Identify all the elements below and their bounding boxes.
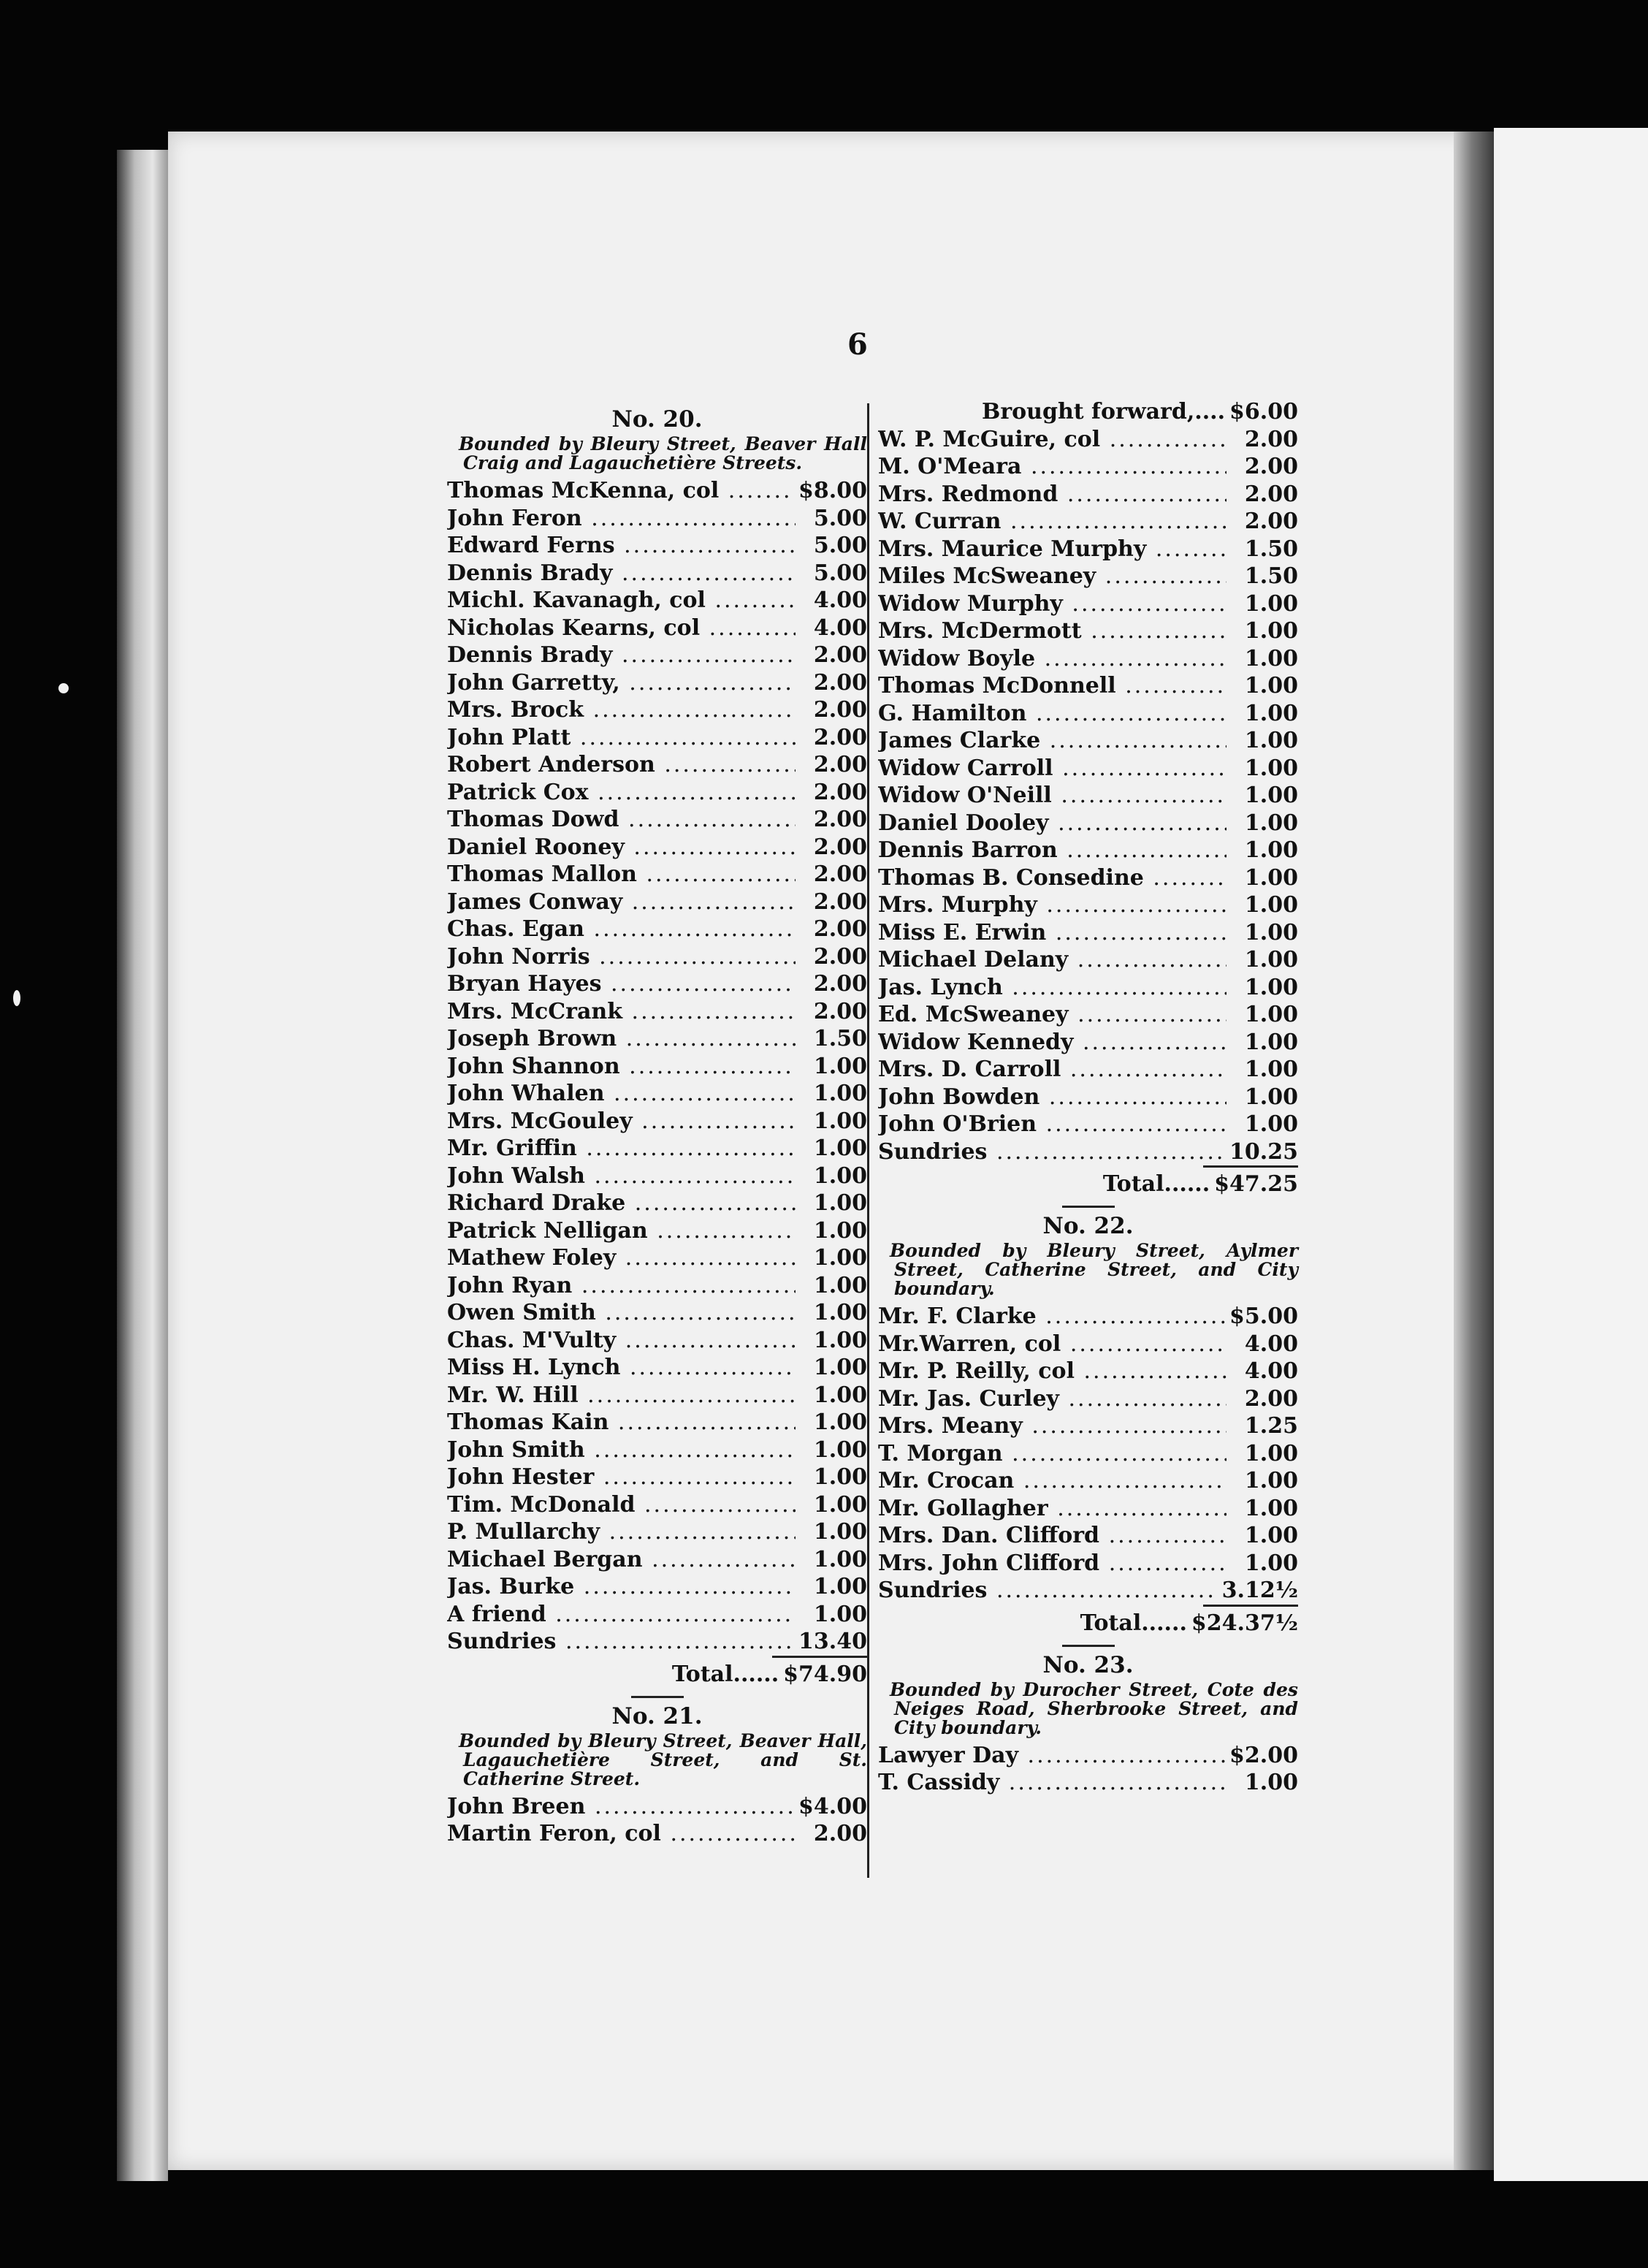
subscriber-amount: 2.00 xyxy=(813,697,867,723)
subscriber-amount: 1.00 xyxy=(1244,755,1298,781)
subscriber-amount: 1.50 xyxy=(813,1026,867,1051)
subscriber-row xyxy=(878,700,1298,728)
subscriber-amount: 1.00 xyxy=(1244,700,1298,726)
subscriber-name: Thomas McDonnell ..... xyxy=(878,672,1227,700)
subscriber-name: Mrs. Redmond ..... xyxy=(878,481,1227,509)
subscriber-amount: 1.00 xyxy=(1244,1468,1298,1493)
subscriber-row xyxy=(878,891,1298,919)
subscriber-name: Mr. W. Hill ..... xyxy=(447,1382,796,1409)
subscriber-row xyxy=(447,1601,867,1629)
subscriber-name: John Whalen ..... xyxy=(447,1080,796,1108)
subscriber-name: Dennis Barron ..... xyxy=(878,837,1227,864)
section-description-no-22: Bounded by Bleury Street, Aylmer Street, Catherine Street, and City boundary. xyxy=(890,1240,1298,1299)
subscriber-amount: 1.00 xyxy=(813,1382,867,1408)
subscriber-row xyxy=(447,1025,867,1053)
subscriber-name: Thomas Kain ..... xyxy=(447,1409,796,1436)
subscriber-name: Thomas McKenna, col ..... xyxy=(447,477,794,505)
subscriber-amount: 5.00 xyxy=(813,533,867,558)
subscriber-row xyxy=(447,1491,867,1519)
total-amount: $24.37½ xyxy=(1191,1610,1298,1636)
subscriber-name: Sundries ..... xyxy=(878,1577,1218,1605)
subscriber-row xyxy=(878,1495,1298,1523)
subscriber-amount: 2.00 xyxy=(1244,481,1298,507)
subscriber-amount: 1.00 xyxy=(1244,728,1298,753)
subscriber-amount: 1.00 xyxy=(1244,1029,1298,1055)
subscriber-amount: 2.00 xyxy=(813,669,867,696)
subscriber-row xyxy=(447,1546,867,1574)
subscriber-amount: 1.00 xyxy=(813,1081,867,1106)
subscriber-amount: 2.00 xyxy=(813,642,867,668)
subscriber-amount: 1.00 xyxy=(1244,1084,1298,1110)
subscriber-name: John Walsh ..... xyxy=(447,1162,796,1190)
subscriber-row xyxy=(878,481,1298,509)
speck-mark xyxy=(58,683,69,693)
subscriber-row xyxy=(878,617,1298,645)
subscriber-name: Daniel Dooley ..... xyxy=(878,810,1227,837)
subscriber-name: Richard Drake ..... xyxy=(447,1190,796,1217)
subscriber-row xyxy=(447,1464,867,1491)
subscriber-row xyxy=(447,1080,867,1108)
subscriber-amount: 4.00 xyxy=(813,614,867,641)
subscriber-row xyxy=(878,1440,1298,1468)
subscriber-amount: 1.00 xyxy=(813,1519,867,1545)
subscriber-amount: 2.00 xyxy=(813,971,867,997)
total-amount: $47.25 xyxy=(1214,1171,1298,1197)
subscriber-name: James Conway ..... xyxy=(447,888,796,916)
subscriber-name: John Hester ..... xyxy=(447,1464,796,1491)
section-title-no-23: No. 23. xyxy=(1042,1651,1134,1678)
total-label: Total...... xyxy=(671,1661,779,1687)
subscriber-amount: 2.00 xyxy=(813,861,867,887)
subscriber-amount: 1.00 xyxy=(813,1546,867,1572)
subscriber-amount: 1.00 xyxy=(1244,974,1298,1000)
subscriber-amount: $5.00 xyxy=(1229,1304,1298,1329)
subscriber-row xyxy=(878,672,1298,700)
subscriber-row xyxy=(447,505,867,533)
section-title-no-21: No. 21. xyxy=(611,1702,703,1729)
subscriber-name: Mr. Gollagher ..... xyxy=(878,1495,1227,1523)
subscriber-name: Miles McSweaney ..... xyxy=(878,563,1227,590)
subscriber-row xyxy=(878,1331,1298,1358)
subscriber-amount: 2.00 xyxy=(813,1821,867,1846)
subscriber-name: T. Cassidy ..... xyxy=(878,1769,1227,1797)
subscriber-row xyxy=(447,1244,867,1272)
subscriber-row xyxy=(878,1084,1298,1111)
section-description-no-21: Bounded by Bleury Street, Beaver Hall, Lagauchetière Street, and St. Catherine Street. xyxy=(459,1729,867,1789)
subscriber-amount: 1.00 xyxy=(813,1135,867,1161)
subscriber-amount: 2.00 xyxy=(813,998,867,1024)
subscriber-name: Thomas Mallon ..... xyxy=(447,861,796,888)
subscriber-row xyxy=(447,1820,867,1848)
subscriber-amount: 2.00 xyxy=(813,943,867,970)
subscriber-name: Joseph Brown ..... xyxy=(447,1025,796,1053)
subscriber-name: Sundries ..... xyxy=(447,1628,794,1656)
subscriber-row xyxy=(447,1628,867,1656)
subscriber-amount: 1.00 xyxy=(1244,1550,1298,1576)
subscriber-name: Jas. Burke ..... xyxy=(447,1573,796,1601)
subscriber-amount: 2.00 xyxy=(813,752,867,777)
subscriber-amount: 2.00 xyxy=(1244,454,1298,479)
subscriber-amount: 1.00 xyxy=(1244,783,1298,808)
subscriber-row xyxy=(447,587,867,614)
subscriber-amount: 4.00 xyxy=(813,587,867,613)
subscriber-row xyxy=(447,970,867,998)
section-description-no-23: Bounded by Durocher Street, Cote des Neiges Road, Sherbrooke Street, and City boundary. xyxy=(890,1678,1298,1738)
subscriber-amount: 1.00 xyxy=(1244,1111,1298,1137)
subscriber-name: Mrs. McDermott ..... xyxy=(878,617,1227,645)
subscriber-name: Mr.Warren, col ..... xyxy=(878,1331,1227,1358)
subscriber-amount: 1.00 xyxy=(813,1108,867,1134)
subscriber-list-no-21 xyxy=(447,1793,867,1848)
subscriber-row xyxy=(447,861,867,888)
subscriber-name: Tim. McDonald ..... xyxy=(447,1491,796,1519)
subscriber-name: Jas. Lynch ..... xyxy=(878,974,1227,1002)
subscriber-name: Mr. Crocan ..... xyxy=(878,1467,1227,1495)
page-number: 6 xyxy=(847,327,868,362)
subscriber-amount: 5.00 xyxy=(813,560,867,586)
subscriber-row xyxy=(878,1550,1298,1578)
subscriber-amount: 2.00 xyxy=(1244,1385,1298,1412)
subscriber-name: Mr. Griffin ..... xyxy=(447,1135,796,1162)
subscriber-row xyxy=(447,1272,867,1300)
subscriber-name: John Ryan ..... xyxy=(447,1272,796,1300)
subscriber-row xyxy=(447,1327,867,1355)
subscriber-amount: 1.00 xyxy=(813,1053,867,1079)
subscriber-row xyxy=(878,1358,1298,1385)
subscriber-amount: 2.00 xyxy=(1244,426,1298,452)
subscriber-amount: $8.00 xyxy=(798,478,867,503)
subscriber-row xyxy=(878,755,1298,783)
subscriber-row xyxy=(878,453,1298,481)
subscriber-amount: 1.00 xyxy=(813,1436,867,1463)
subscriber-row xyxy=(878,508,1298,536)
subscriber-amount: 2.00 xyxy=(1244,509,1298,534)
subscriber-row xyxy=(878,1056,1298,1084)
subscriber-amount: 4.00 xyxy=(1244,1358,1298,1384)
subscriber-row xyxy=(447,532,867,560)
total-label: Total...... xyxy=(1080,1610,1187,1636)
subscriber-row xyxy=(447,751,867,779)
total-row-no-22 xyxy=(878,1607,1298,1640)
subscriber-row xyxy=(878,1303,1298,1331)
subscriber-row xyxy=(447,888,867,916)
subscriber-amount: 1.00 xyxy=(813,1272,867,1298)
subscriber-amount: 1.00 xyxy=(813,1409,867,1435)
subscriber-row xyxy=(447,806,867,834)
subscriber-name: Ed. McSweaney ..... xyxy=(878,1001,1227,1029)
subscriber-amount: 1.00 xyxy=(813,1601,867,1627)
subscriber-row xyxy=(447,696,867,724)
subscriber-row xyxy=(878,1138,1298,1166)
subscriber-name: Widow Carroll ..... xyxy=(878,755,1227,783)
subscriber-name: W. Curran ..... xyxy=(878,508,1227,536)
subscriber-amount: 1.00 xyxy=(1244,919,1298,945)
subscriber-name: John O'Brien ..... xyxy=(878,1111,1227,1138)
subscriber-name: Mrs. Maurice Murphy ..... xyxy=(878,536,1227,563)
subscriber-amount: 2.00 xyxy=(813,834,867,860)
subscriber-row xyxy=(447,1354,867,1382)
subscriber-amount: 2.00 xyxy=(813,779,867,805)
subscriber-row xyxy=(447,1382,867,1409)
subscriber-name: Patrick Nelligan ..... xyxy=(447,1217,796,1245)
subscriber-row xyxy=(878,1769,1298,1797)
subscriber-name: Chas. Egan ..... xyxy=(447,916,796,943)
subscriber-row xyxy=(878,864,1298,892)
subscriber-row xyxy=(878,590,1298,618)
right-column xyxy=(878,398,1298,1797)
subscriber-row xyxy=(447,1409,867,1436)
subscriber-name: John Bowden ..... xyxy=(878,1084,1227,1111)
subscriber-name: John Smith ..... xyxy=(447,1436,796,1464)
subscriber-row xyxy=(447,669,867,697)
brought-forward-label: Brought forward,.... xyxy=(981,399,1226,425)
total-row-no-20 xyxy=(447,1658,867,1692)
section-title-no-20: No. 20. xyxy=(611,406,703,433)
subscriber-name: Dennis Brady ..... xyxy=(447,560,796,587)
subscriber-row xyxy=(447,1162,867,1190)
subscriber-amount: 2.00 xyxy=(813,888,867,915)
subscriber-amount: 1.00 xyxy=(1244,590,1298,617)
subscriber-row xyxy=(878,727,1298,755)
subscriber-amount: 1.00 xyxy=(1244,1495,1298,1521)
subscriber-name: Mrs. Brock ..... xyxy=(447,696,796,724)
subscriber-amount: 1.00 xyxy=(813,1217,867,1244)
subscriber-name: Mrs. Dan. Clifford ..... xyxy=(878,1522,1227,1550)
section-separator-rule xyxy=(631,1696,684,1698)
subscriber-row xyxy=(878,536,1298,563)
subscriber-row xyxy=(878,782,1298,810)
section-separator-rule xyxy=(1062,1645,1115,1647)
subscriber-name: Mrs. John Clifford ..... xyxy=(878,1550,1227,1578)
subscriber-name: Mr. P. Reilly, col ..... xyxy=(878,1358,1227,1385)
subscriber-name: Mr. Jas. Curley ..... xyxy=(878,1385,1227,1413)
subscriber-name: John Breen ..... xyxy=(447,1793,794,1821)
subscriber-row xyxy=(878,1522,1298,1550)
subscriber-row xyxy=(878,426,1298,454)
subscriber-name: Martin Feron, col ..... xyxy=(447,1820,796,1848)
subscriber-name: Owen Smith ..... xyxy=(447,1299,796,1327)
subscriber-name: Mr. F. Clarke ..... xyxy=(878,1303,1225,1331)
subscriber-row xyxy=(447,779,867,807)
subscriber-name: Widow Boyle ..... xyxy=(878,645,1227,673)
subscriber-amount: 1.00 xyxy=(813,1355,867,1380)
subscriber-amount: 1.00 xyxy=(813,1245,867,1271)
subscriber-name: John Platt ..... xyxy=(447,724,796,752)
subscriber-name: Chas. M'Vulty ..... xyxy=(447,1327,796,1355)
subscriber-name: Michael Delany ..... xyxy=(878,946,1227,974)
subscriber-name: Widow Kennedy ..... xyxy=(878,1029,1227,1057)
subscriber-row xyxy=(878,1742,1298,1770)
subscriber-name: James Clarke ..... xyxy=(878,727,1227,755)
subscriber-name: Mrs. D. Carroll ..... xyxy=(878,1056,1227,1084)
subscriber-amount: 1.00 xyxy=(1244,645,1298,671)
subscriber-row xyxy=(447,1436,867,1464)
section-separator-rule xyxy=(1062,1206,1115,1208)
subscriber-amount: 3.12½ xyxy=(1221,1578,1298,1603)
subscriber-name: P. Mullarchy ..... xyxy=(447,1518,796,1546)
subscriber-amount: 1.00 xyxy=(813,1327,867,1353)
section-description-no-20: Bounded by Bleury Street, Beaver Hall Craig and Lagauchetière Streets. xyxy=(459,433,867,473)
subscriber-list-no-22 xyxy=(878,1303,1298,1605)
subscriber-amount: 1.00 xyxy=(813,1491,867,1518)
subscriber-name: Sundries ..... xyxy=(878,1138,1225,1166)
subscriber-row xyxy=(447,916,867,943)
column-divider xyxy=(867,403,869,1878)
subscriber-name: Thomas Dowd ..... xyxy=(447,806,796,834)
subscriber-name: Robert Anderson ..... xyxy=(447,751,796,779)
subscriber-name: Mrs. McCrank ..... xyxy=(447,998,796,1026)
subscriber-row xyxy=(878,1577,1298,1605)
subscriber-row xyxy=(447,614,867,642)
subscriber-row xyxy=(447,1793,867,1821)
subscriber-name: Mathew Foley ..... xyxy=(447,1244,796,1272)
brought-forward-row xyxy=(878,398,1298,426)
subscriber-amount: 1.00 xyxy=(1244,1002,1298,1027)
facing-page xyxy=(1494,128,1648,2181)
subscriber-name: Thomas B. Consedine ..... xyxy=(878,864,1227,892)
subscriber-row xyxy=(447,642,867,669)
subscriber-row xyxy=(447,1217,867,1245)
subscriber-amount: 1.00 xyxy=(813,1162,867,1189)
subscriber-row xyxy=(878,919,1298,947)
section-title-no-22: No. 22. xyxy=(1042,1213,1134,1239)
subscriber-name: John Feron ..... xyxy=(447,505,796,533)
subscriber-amount: 1.50 xyxy=(1244,563,1298,589)
subscriber-row xyxy=(878,1029,1298,1057)
subscriber-name: Mrs. McGouley ..... xyxy=(447,1108,796,1135)
subscriber-row xyxy=(447,1135,867,1162)
subscriber-amount: 2.00 xyxy=(813,807,867,832)
subscriber-row xyxy=(447,1108,867,1135)
subscriber-name: John Shannon ..... xyxy=(447,1053,796,1081)
subscriber-amount: 1.00 xyxy=(1244,618,1298,644)
subscriber-amount: 1.00 xyxy=(1244,892,1298,918)
subscriber-name: Dennis Brady ..... xyxy=(447,642,796,669)
subscriber-row xyxy=(447,1573,867,1601)
subscriber-amount: 1.00 xyxy=(1244,1440,1298,1466)
subscriber-row xyxy=(878,974,1298,1002)
brought-forward-amount: $6.00 xyxy=(1229,399,1298,425)
subscriber-row xyxy=(447,1190,867,1217)
subscriber-list-no-20 xyxy=(447,477,867,1656)
subscriber-amount: 2.00 xyxy=(813,916,867,942)
total-amount: $74.90 xyxy=(783,1661,867,1687)
subscriber-name: W. P. McGuire, col ..... xyxy=(878,426,1227,454)
subscriber-name: John Norris ..... xyxy=(447,943,796,971)
subscriber-amount: $4.00 xyxy=(798,1793,867,1819)
subscriber-row xyxy=(878,837,1298,864)
subscriber-row xyxy=(878,1412,1298,1440)
subscriber-row xyxy=(878,1467,1298,1495)
total-row-continued xyxy=(878,1168,1298,1201)
subscriber-amount: 1.00 xyxy=(1244,837,1298,863)
subscriber-amount: 1.00 xyxy=(1244,1770,1298,1795)
subscriber-list-no-23 xyxy=(878,1742,1298,1797)
subscriber-amount: 1.00 xyxy=(813,1190,867,1216)
subscriber-row xyxy=(878,645,1298,673)
speck-mark xyxy=(13,990,20,1006)
subscriber-row xyxy=(878,1385,1298,1413)
subscriber-name: Patrick Cox ..... xyxy=(447,779,796,807)
subscriber-amount: 1.00 xyxy=(813,1574,867,1599)
subscriber-name: Miss H. Lynch ..... xyxy=(447,1354,796,1382)
subscriber-name: M. O'Meara ..... xyxy=(878,453,1227,481)
subscriber-name: G. Hamilton ..... xyxy=(878,700,1227,728)
subscriber-amount: 1.00 xyxy=(1244,810,1298,836)
subscriber-name: Mrs. Meany ..... xyxy=(878,1412,1227,1440)
total-label: Total...... xyxy=(1102,1171,1210,1197)
subscriber-name: Daniel Rooney ..... xyxy=(447,834,796,861)
book-spine xyxy=(1454,132,1494,2170)
subscriber-amount: 1.00 xyxy=(1244,1057,1298,1082)
subscriber-name: Miss E. Erwin ..... xyxy=(878,919,1227,947)
subscriber-name: Edward Ferns ..... xyxy=(447,532,796,560)
subscriber-name: Widow O'Neill ..... xyxy=(878,782,1227,810)
subscriber-name: Lawyer Day ..... xyxy=(878,1742,1225,1770)
subscriber-amount: 1.00 xyxy=(1244,673,1298,699)
subscriber-name: T. Morgan ..... xyxy=(878,1440,1227,1468)
subscriber-row xyxy=(878,946,1298,974)
subscriber-row xyxy=(447,560,867,587)
subscriber-amount: 13.40 xyxy=(798,1629,867,1654)
subscriber-row xyxy=(447,943,867,971)
subscriber-amount: 4.00 xyxy=(1244,1331,1298,1357)
subscriber-amount: 1.00 xyxy=(813,1300,867,1325)
subscriber-row xyxy=(878,563,1298,590)
subscriber-amount: 1.25 xyxy=(1244,1413,1298,1439)
subscriber-name: A friend ..... xyxy=(447,1601,796,1629)
subscriber-amount: 1.00 xyxy=(1244,947,1298,973)
subscriber-name: Bryan Hayes ..... xyxy=(447,970,796,998)
subscriber-amount: 2.00 xyxy=(813,724,867,750)
subscriber-name: Mrs. Murphy ..... xyxy=(878,891,1227,919)
subscriber-row xyxy=(447,834,867,861)
subscriber-amount: $2.00 xyxy=(1229,1742,1298,1768)
subscriber-row xyxy=(447,1299,867,1327)
subscriber-name: Michael Bergan ..... xyxy=(447,1546,796,1574)
subscriber-list-continued xyxy=(878,426,1298,1166)
subscriber-row xyxy=(447,1053,867,1081)
subscriber-amount: 1.00 xyxy=(813,1464,867,1490)
subscriber-amount: 10.25 xyxy=(1229,1138,1298,1165)
subscriber-row xyxy=(878,1111,1298,1138)
subscriber-row xyxy=(447,1518,867,1546)
subscriber-name: Widow Murphy ..... xyxy=(878,590,1227,618)
book-page-edges xyxy=(117,150,168,2181)
left-column xyxy=(447,404,867,1848)
subscriber-row xyxy=(447,477,867,505)
subscriber-amount: 5.00 xyxy=(813,505,867,531)
subscriber-amount: 1.00 xyxy=(1244,1523,1298,1548)
subscriber-name: Nicholas Kearns, col ..... xyxy=(447,614,796,642)
subscriber-name: Michl. Kavanagh, col ..... xyxy=(447,587,796,614)
subscriber-row xyxy=(447,724,867,752)
subscriber-row xyxy=(878,810,1298,837)
subscriber-amount: 1.00 xyxy=(1244,864,1298,891)
subscriber-name: John Garretty, ..... xyxy=(447,669,796,697)
subscriber-row xyxy=(447,998,867,1026)
subscriber-row xyxy=(878,1001,1298,1029)
subscriber-amount: 1.50 xyxy=(1244,536,1298,562)
